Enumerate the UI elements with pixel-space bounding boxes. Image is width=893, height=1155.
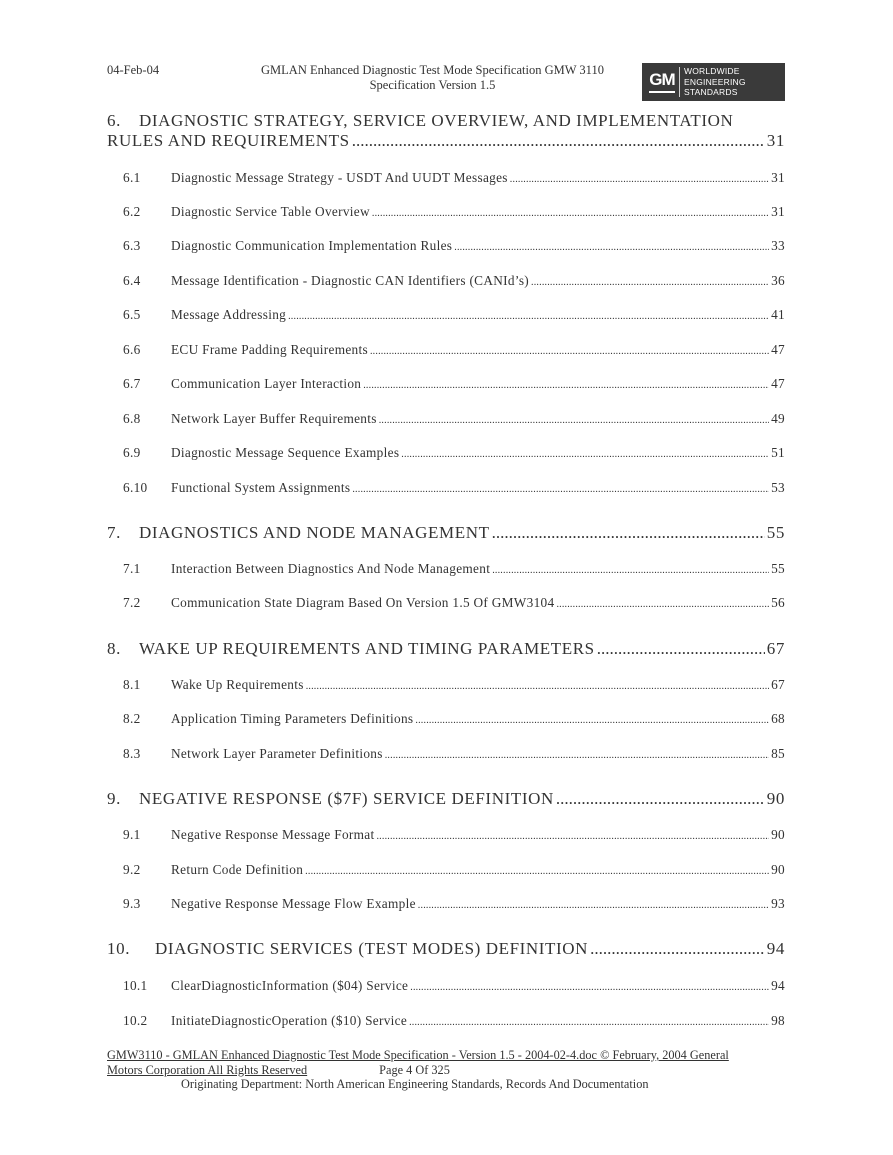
toc-entry-title: Diagnostic Message Strategy - USDT And UUDT Messages	[171, 170, 508, 185]
toc-section-6-line2	[107, 131, 785, 151]
toc-entry-title: Negative Response Message Flow Example	[171, 896, 416, 911]
toc-page-number: 51	[771, 445, 785, 460]
toc-page-number: 36	[771, 273, 785, 288]
toc-leader-dots	[385, 748, 769, 764]
toc-entry-number: 9.2	[123, 862, 141, 877]
toc-entry-number: 7.1	[123, 561, 141, 576]
toc-section-title: DIAGNOSTIC SERVICES (TEST MODES) DEFINITION	[155, 939, 589, 958]
toc-entry-8-3[interactable]	[123, 746, 785, 764]
toc-entry-number: 9.1	[123, 827, 141, 842]
toc-entry-title: InitiateDiagnosticOperation ($10) Service	[171, 1013, 408, 1028]
toc-page-number: 55	[771, 561, 785, 576]
toc-leader-dots	[376, 829, 769, 845]
toc-leader-dots	[510, 172, 769, 188]
toc-page-number: 31	[766, 131, 785, 150]
toc-leader-dots	[492, 563, 769, 579]
toc-page-number: 90	[766, 789, 785, 808]
toc-entry-title: Communication Layer Interaction	[171, 376, 362, 391]
toc-section-10[interactable]	[107, 939, 785, 959]
toc-section-8[interactable]	[107, 639, 785, 659]
toc-entry-title: Message Addressing	[171, 307, 287, 322]
toc-entry-number: 8.3	[123, 746, 141, 761]
toc-entry-6-7[interactable]	[123, 376, 785, 394]
toc-leader-dots	[352, 482, 769, 498]
toc-entry-6-1[interactable]	[123, 170, 785, 188]
toc-entry-number: 9.3	[123, 896, 141, 911]
toc-section-number: 10.	[107, 939, 131, 958]
header-title-line1: GMLAN Enhanced Diagnostic Test Mode Specification GMW 3110	[261, 63, 604, 77]
toc-page-number: 47	[771, 342, 785, 357]
toc-page-number: 90	[771, 862, 785, 877]
toc-entry-6-3[interactable]	[123, 238, 785, 256]
toc-leader-dots	[352, 131, 765, 151]
toc-section-6-line1	[107, 111, 785, 131]
toc-entry-number: 10.2	[123, 1013, 148, 1028]
toc-section-9[interactable]	[107, 789, 785, 809]
toc-section-7[interactable]	[107, 523, 785, 543]
toc-leader-dots	[288, 309, 769, 325]
toc-leader-dots	[556, 789, 765, 809]
toc-entry-number: 6.5	[123, 307, 141, 322]
toc-leader-dots	[597, 639, 765, 659]
toc-section-title: NEGATIVE RESPONSE ($7F) SERVICE DEFINITION	[139, 789, 554, 808]
toc-entry-number: 6.6	[123, 342, 141, 357]
toc-entry-6-2[interactable]	[123, 204, 785, 222]
page-footer	[107, 1048, 785, 1092]
toc-entry-6-9[interactable]	[123, 445, 785, 463]
toc-entry-title: Negative Response Message Format	[171, 827, 375, 842]
toc-entry-number: 6.2	[123, 204, 141, 219]
footer-rights-text: Motors Corporation All Rights Reserved	[107, 1062, 308, 1077]
toc-entry-title: Communication State Diagram Based On Version 1.5 Of GMW3104	[171, 595, 555, 610]
header-date: 04-Feb-04	[107, 63, 160, 77]
gm-logo-text-line3: STANDARDS	[684, 87, 738, 97]
footer-document-line: GMW3110 - GMLAN Enhanced Diagnostic Test Mode Specification - Version 1.5 - 2004-02-4.doc © February, 2004 General	[107, 1048, 729, 1062]
toc-entry-title: Network Layer Parameter Definitions	[171, 746, 383, 761]
toc-entry-7-1[interactable]	[123, 561, 785, 579]
toc-page-number: 31	[771, 204, 785, 219]
gm-logo-text-line1: WORLDWIDE	[684, 66, 740, 76]
toc-section-title-continued: RULES AND REQUIREMENTS	[107, 131, 350, 150]
gm-logo	[642, 63, 785, 101]
gm-logo-text	[684, 66, 746, 98]
toc-leader-dots	[306, 679, 769, 695]
toc-page-number: 55	[766, 523, 785, 542]
footer-page-number: Page 4 Of 325	[379, 1062, 450, 1077]
gm-logo-mark: GM	[649, 69, 675, 93]
toc-section-title: DIAGNOSTICS AND NODE MANAGEMENT	[139, 523, 490, 542]
toc-page-number: 94	[771, 978, 785, 993]
toc-section-title: DIAGNOSTIC STRATEGY, SERVICE OVERVIEW, AND IMPLEMENTATION	[138, 111, 734, 130]
toc-entry-9-2[interactable]	[123, 862, 785, 880]
toc-leader-dots	[305, 864, 769, 880]
toc-entry-8-2[interactable]	[123, 711, 785, 729]
toc-entry-number: 6.8	[123, 411, 141, 426]
toc-entry-number: 8.2	[123, 711, 141, 726]
toc-section-6[interactable]	[107, 111, 785, 151]
toc-entry-number: 8.1	[123, 677, 141, 692]
toc-entry-number: 10.1	[123, 978, 148, 993]
toc-entry-number: 6.9	[123, 445, 141, 460]
toc-leader-dots	[492, 523, 765, 543]
toc-entry-6-5[interactable]	[123, 307, 785, 325]
toc-leader-dots	[410, 980, 769, 996]
toc-page-number: 98	[771, 1013, 785, 1028]
toc-page-number: 67	[766, 639, 785, 658]
toc-page-number: 93	[771, 896, 785, 911]
toc-page-number: 90	[771, 827, 785, 842]
toc-entry-8-1[interactable]	[123, 677, 785, 695]
toc-leader-dots	[401, 447, 769, 463]
toc-entry-title: ECU Frame Padding Requirements	[171, 342, 368, 357]
toc-entry-title: Application Timing Parameters Definitions	[171, 711, 414, 726]
gm-logo-separator	[679, 67, 680, 97]
toc-leader-dots	[418, 898, 769, 914]
toc-entry-title: Interaction Between Diagnostics And Node Management	[171, 561, 491, 576]
toc-section-number: 8.	[107, 639, 121, 658]
toc-leader-dots	[590, 939, 765, 959]
toc-entry-title: Diagnostic Communication Implementation Rules	[171, 238, 453, 253]
toc-entry-title: Diagnostic Service Table Overview	[171, 204, 370, 219]
toc-entry-title: Functional System Assignments	[171, 480, 351, 495]
toc-entry-number: 6.10	[123, 480, 148, 495]
header-title-line2: Specification Version 1.5	[369, 78, 496, 92]
toc-entry-9-3[interactable]	[123, 896, 785, 914]
toc-page-number: 56	[771, 595, 785, 610]
toc-page-number: 49	[771, 411, 785, 426]
toc-entry-9-1[interactable]	[123, 827, 785, 845]
toc-page-number: 68	[771, 711, 785, 726]
toc-entry-6-4[interactable]	[123, 273, 785, 291]
toc-entry-number: 6.4	[123, 273, 141, 288]
toc-leader-dots	[556, 597, 769, 613]
toc-leader-dots	[415, 713, 769, 729]
toc-entry-title: ClearDiagnosticInformation ($04) Service	[171, 978, 409, 993]
footer-rights-line	[107, 1063, 785, 1078]
toc-page-number: 47	[771, 376, 785, 391]
toc-entry-10-1[interactable]	[123, 978, 785, 996]
toc-entry-number: 6.3	[123, 238, 141, 253]
toc-leader-dots	[363, 378, 769, 394]
toc-page-number: 67	[771, 677, 785, 692]
toc-entry-title: Diagnostic Message Sequence Examples	[171, 445, 400, 460]
toc-entry-title: Wake Up Requirements	[171, 677, 304, 692]
toc-entry-10-2[interactable]	[123, 1013, 785, 1031]
toc-section-number: 7.	[107, 523, 121, 542]
toc-entry-title: Message Identification - Diagnostic CAN Identifiers (CANId’s)	[171, 273, 530, 288]
toc-leader-dots	[379, 413, 769, 429]
toc-leader-dots	[370, 344, 769, 360]
gm-logo-text-line2: ENGINEERING	[684, 76, 746, 87]
toc-entry-6-8[interactable]	[123, 411, 785, 429]
toc-page-number: 85	[771, 746, 785, 761]
header-title	[240, 63, 625, 93]
toc-section-number: 6.	[107, 111, 121, 130]
toc-page-number: 41	[771, 307, 785, 322]
toc-entry-number: 7.2	[123, 595, 141, 610]
toc-entry-title: Return Code Definition	[171, 862, 304, 877]
toc-leader-dots	[454, 240, 769, 256]
toc-leader-dots	[372, 206, 769, 222]
toc-page-number: 53	[771, 480, 785, 495]
footer-department-line: Originating Department: North American Engineering Standards, Records And Documentation	[181, 1077, 649, 1091]
toc-section-title: WAKE UP REQUIREMENTS AND TIMING PARAMETERS	[139, 639, 595, 658]
toc-page-number: 31	[771, 170, 785, 185]
toc-leader-dots	[409, 1015, 769, 1031]
toc-entry-number: 6.1	[123, 170, 141, 185]
toc-entry-7-2[interactable]	[123, 595, 785, 613]
toc-section-number: 9.	[107, 789, 121, 808]
toc-entry-6-10[interactable]	[123, 480, 785, 498]
toc-entry-title: Network Layer Buffer Requirements	[171, 411, 377, 426]
toc-page-number: 94	[766, 939, 785, 958]
toc-entry-6-6[interactable]	[123, 342, 785, 360]
toc-page-number: 33	[771, 238, 785, 253]
toc-leader-dots	[531, 275, 769, 291]
toc-entry-number: 6.7	[123, 376, 141, 391]
